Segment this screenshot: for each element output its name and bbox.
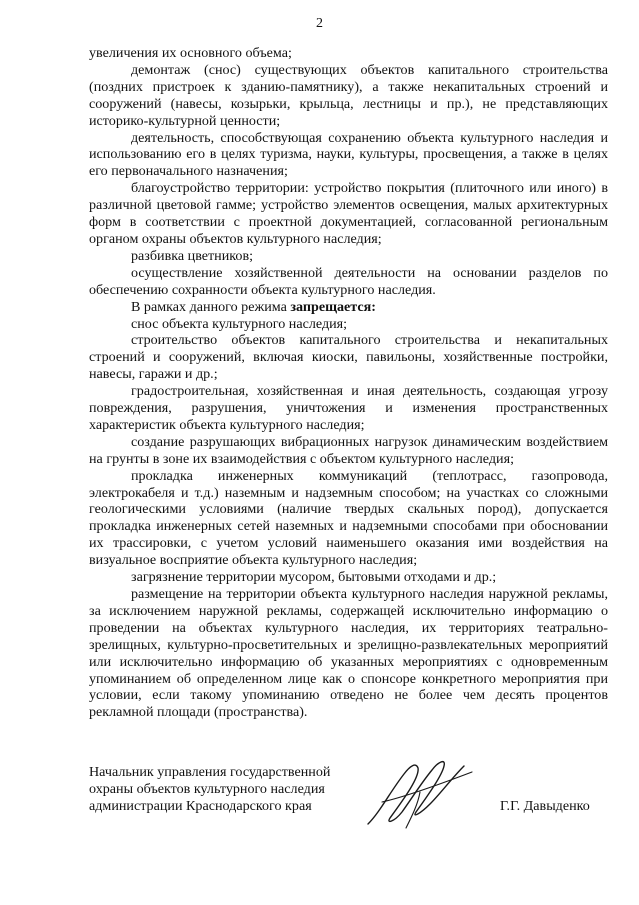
signatory-position-line: администрации Краснодарского края — [89, 797, 312, 814]
paragraph: разбивка цветников; — [131, 247, 254, 264]
paragraph: снос объекта культурного наследия; — [131, 315, 348, 332]
paragraph: размещение на территории объекта культурного наследия наружной рекламы, за исключением наружной рекламы, содержащей исключительно информацию о проведении на объектах культурного наследия, их территориях театрально-зрелищных, культурно-просветительных и зрелищно-развлекательных мероприятий или исключительно информацию об указанных мероприятиях с одновременным упоминанием об определенном лице как о спонсоре конкретного мероприятия при условии, если такому упоминанию отведено не более чем десять процентов рекламной площади (пространства). — [89, 586, 608, 721]
paragraph: осуществление хозяйственной деятельности на основании разделов по обеспечению сохранности объекта культурного наследия. — [89, 264, 608, 298]
paragraph: создание разрушающих вибрационных нагрузок динамическим воздействием на грунты в зоне их взаимодействия с объектом культурного наследия; — [89, 433, 608, 467]
paragraph-prohibited-intro — [89, 299, 608, 316]
paragraph: деятельность, способствующая сохранению объекта культурного наследия и использованию его в целях туризма, науки, культуры, просвещения, а также в целях его первоначального назначения; — [89, 129, 608, 180]
paragraph: загрязнение территории мусором, бытовыми отходами и др.; — [131, 569, 497, 586]
paragraph: благоустройство территории: устройство покрытия (плиточного или иного) в различной цветовой гамме; устройство элементов освещения, малых архитектурных форм в соответствии с проектной документацией, согласованной региональным органом охраны объектов культурного наследия; — [89, 180, 608, 247]
paragraph: увеличения их основного объема; — [89, 45, 292, 61]
paragraph-text: В рамках данного режима — [131, 298, 291, 315]
paragraph: градостроительная, хозяйственная и иная деятельность, создающая угрозу повреждения, разрушения, уничтожения и изменения пространственных характеристик объекта культурного наследия; — [89, 383, 608, 433]
document-body — [89, 45, 608, 721]
paragraph: строительство объектов капитального строительства и некапитальных строений и сооружений, включая киоски, павильоны, хозяйственные постройки, навесы, гаражи и др.; — [89, 332, 608, 383]
paragraph: демонтаж (снос) существующих объектов капитального строительства (поздних пристроек к зданию-памятнику), а также некапитальных строений и сооружений (навесы, козырьки, крыльца, лестницы и пр.), не представляющих историко-культурной ценности; — [89, 61, 608, 129]
handwritten-signature — [360, 752, 480, 832]
signatory-name: Г.Г. Давыденко — [500, 798, 590, 814]
prohibited-keyword: запрещается: — [290, 298, 376, 315]
signatory-position — [89, 764, 359, 815]
page-number: 2 — [316, 16, 323, 31]
signatory-position-line: охраны объектов культурного наследия — [89, 780, 325, 797]
paragraph: прокладка инженерных коммуникаций (теплотрасс, газопровода, электрокабеля и т.д.) наземным и надземным способом; на участках со сложными геологическими условиями (наличие твердых скальных пород), допускается прокладка инженерных сетей наземных и надземными способами при обосновании их трассировки, с учетом условий наименьшего оказания ими воздействия на визуальное восприятие объекта культурного наследия; — [89, 467, 608, 569]
signatory-position-line: Начальник управления государственной — [89, 764, 331, 780]
